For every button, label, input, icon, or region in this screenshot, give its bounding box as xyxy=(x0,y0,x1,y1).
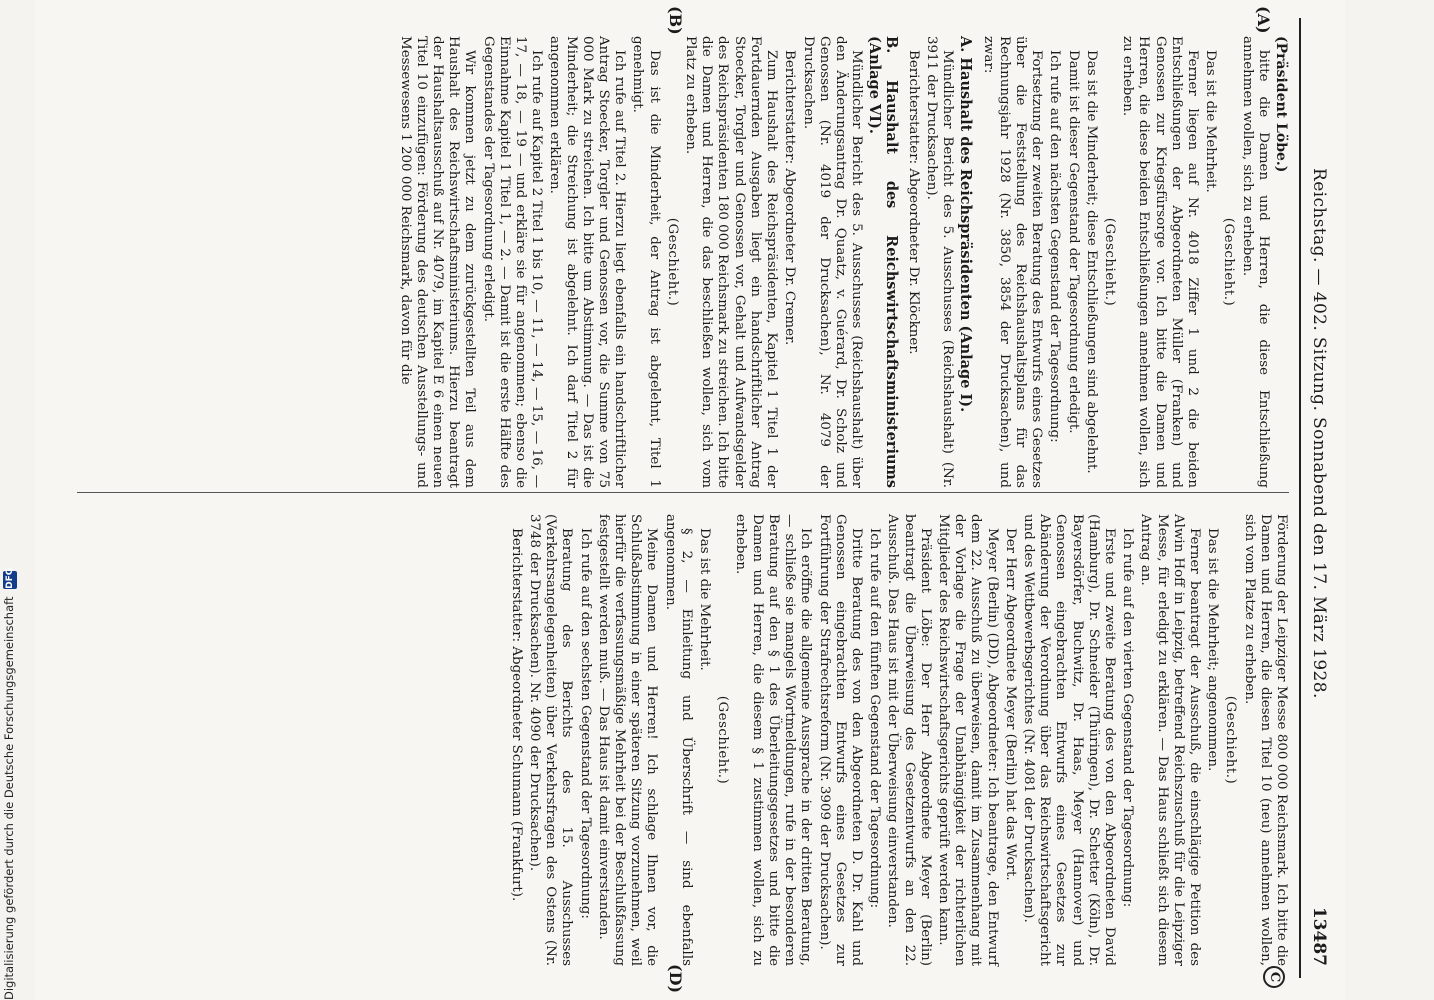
margin-mark-a: (A) xyxy=(1254,6,1273,34)
paragraph: Beratung des Berichts des 15. Ausschusses (Verkehrsangelegenheiten) über Verkehrsfragen des Ostens (Nr. 3748 der Drucksachen). Nr. 4090 der Drucksachen). xyxy=(527,514,575,966)
paragraph: (Präsident Löbe.) xyxy=(1273,36,1289,173)
stage-direction: (Geschieht.) xyxy=(1221,217,1237,307)
paragraph: Ferner beantragt der Ausschuß, die einschlägige Petition des Alwin Hoff in Leipzig, betreffend Reichszuschuß für die Leipziger Messe, für erledigt zu erklären. — Das Haus schließt sich diesem Antrag an. xyxy=(1138,514,1202,966)
paragraph: bitte die Damen und Herren, die diese Entschließung annehmen wollen, sich zu erheben. xyxy=(1239,36,1271,488)
paragraph: Ich rufe auf den sechsten Gegenstand der Tagesordnung: xyxy=(577,528,593,919)
paragraph: Mündlicher Bericht des 5. Ausschusses (Reichshaushalt) über den Änderungsantrag Dr. Quaatz, v. Guérard, Dr. Scholz und Genossen (Nr. 4019 der Drucksachen), Nr. 4079 der Drucksachen. xyxy=(800,36,865,488)
header-title: Reichstag. — 402. Sitzung. Sonnabend den 17. März 1928. xyxy=(1309,168,1329,699)
paragraph: Berichterstatter: Abgeordneter Schumann (Frankfurt). xyxy=(508,528,524,902)
section-heading: A. Haushalt des Reichspräsidenten (Anlage I). xyxy=(957,36,975,413)
paragraph: Meyer (Berlin) (DD), Abgeordneter: Ich beantrage, den Entwurf dem 22. Ausschuß zu überweisen, damit im Zusammenhang mit der Vorlage die Frage der Unabhängigkeit der richterlichen Mitglieder des Reichswirtschaftsgerichts geprüft werden kann. xyxy=(935,514,1000,966)
paragraph: Das ist die Minderheit; diese Entschließungen sind abgelehnt. xyxy=(1083,50,1099,474)
digitization-credit xyxy=(2,0,22,1000)
paragraph: Berichterstatter: Abgeordneter Dr. Cremer. xyxy=(782,50,798,346)
paragraph: Meine Damen und Herren! Ich schlage Ihnen vor, die Schlußabstimmung in einer späteren Sitzung vorzunehmen, weil hierfür die verfassungsmäßige Mehrheit bei der Beschlußfassung festgestellt werden muß. — Das Haus ist damit einverstanden. xyxy=(595,514,660,966)
paragraph: Mündlicher Bericht des 5. Ausschusses (Reichshaushalt) (Nr. 3911 der Drucksachen). xyxy=(923,36,956,488)
paragraph: Das ist die Mehrheit. xyxy=(1203,50,1219,193)
paragraph: Ich rufe auf Kapitel 2 Titel 1 bis 10, — 11, — 14, — 15, — 16, — 17, — 18, — 19 — und erkläre sie für angenommen; ebenso die Einnahme Kapitel 1 Titel 1, — 2. — Damit ist die erste Hälfte des Gegenstandes der Tagesordnung erledigt. xyxy=(480,36,545,488)
paragraph: Damit ist dieser Gegenstand der Tagesordnung erledigt. xyxy=(1065,50,1081,434)
paragraph: Dritte Beratung des von den Abgeordneten D. Dr. Kahl und Genossen eingebrachten Entwurfs eines Gesetzes zur Fortführung der Strafrechtsreform (Nr. 3909 der Drucksachen). xyxy=(816,514,864,966)
dfg-logo: DFG xyxy=(4,567,15,589)
paragraph: Ich rufe auf Titel 2. Hierzu liegt ebenfalls ein handschriftlicher Antrag Stoecker, Torgler und Genossen vor, die Summe von 75 000 Mark zu streichen. Ich bitte um Abstimmung. — Das ist die Minderheit; die Streichung ist abgelehnt. Ich darf Titel 2 für angenommen erklären. xyxy=(547,36,628,488)
stage-direction: (Geschieht.) xyxy=(664,217,680,307)
paragraph: Fortsetzung der zweiten Beratung des Entwurfs eines Gesetzes über die Feststellung des Reichshaushaltsplans für das Rechnungsjahr 1928 (Nr. 3850, 3854 der Drucksachen), und zwar: xyxy=(980,36,1045,488)
paragraph: Das ist die Minderheit, der Antrag ist abgelehnt, Titel 1 genehmigt. xyxy=(630,36,662,488)
paragraph: Zum Haushalt des Reichspräsidenten, Kapitel 1 Titel 1 der Fortdauernden Ausgaben liegt ein handschriftlicher Antrag Stoecker, Torgler und Genossen vor, Gehalt und Aufwandsgelder des Reichspräsidenten 180 000 Reichsmark zu streichen. Ich bitte die Damen und Herren, die das beschließen wollen, sich vom Platz zu erheben. xyxy=(683,36,780,488)
page-number: 13487 xyxy=(1309,906,1329,966)
paragraph: Das ist die Mehrheit; angenommen. xyxy=(1205,528,1221,772)
paragraph: Ich eröffne die allgemeine Aussprache in der dritten Beratung, — schließe sie mangels Wortmeldungen, rufe in der besonderen Beratung auf den § 1 des Überleitungsgesetzes und bitte die Damen und Herren, die diesem § 1 zustimmen wollen, sich zu erheben. xyxy=(733,514,814,966)
stage-direction: (Geschieht.) xyxy=(715,695,731,785)
paragraph: Ich rufe auf den vierten Gegenstand der Tagesordnung: xyxy=(1120,528,1136,908)
margin-mark-d: (D) xyxy=(666,964,685,994)
credit-text: Digitalisierung gefördert durch die Deutsche Forschungsgemeinschaft xyxy=(2,596,16,1000)
paragraph: Präsident Löbe: Der Herr Abgeordnete Meyer (Berlin) beantragt die Überweisung des Gesetzentwurfs an den 22. Ausschuß. Das Haus ist mit der Überweisung einverstanden. xyxy=(885,514,933,966)
right-column xyxy=(506,514,1289,966)
margin-mark-b: (B) xyxy=(666,6,685,35)
document-page xyxy=(35,0,1345,1000)
section-heading: B. Haushalt des Reichswirtschaftsministeriums (Anlage VI). xyxy=(866,36,900,488)
paragraph: Ich rufe auf den fünften Gegenstand der Tagesordnung: xyxy=(867,528,883,909)
paragraph: Ferner liegen auf Nr. 4018 Ziffer 1 und 2 die beiden Entschließungen der Abgeordneten Müller (Franken) und Genossen zur Kriegsfürsorge vor. Ich bitte die Damen und Herren, die diese beiden Entschließungen annehmen wollen, sich zu erheben. xyxy=(1120,36,1200,488)
stage-direction: (Geschieht.) xyxy=(1101,217,1117,307)
paragraph: § 2, — Einleitung und Überschrift — sind ebenfalls angenommen. xyxy=(662,514,694,966)
header-rule xyxy=(1299,18,1301,978)
left-column xyxy=(394,36,1289,488)
paragraph: Berichterstatter: Abgeordneter Dr. Klöckner. xyxy=(905,50,921,355)
stage-direction: (Geschieht.) xyxy=(1223,695,1239,785)
paragraph: Das ist die Mehrheit. xyxy=(697,528,713,671)
paragraph: Wir kommen jetzt zu dem zurückgestellten Teil aus dem Haushalt des Reichswirtschaftsministeriums. Hierzu beantragt der Haushaltsausschuß auf Nr. 4079, im Kapitel E 6 einen neuen Titel 10 einzufügen: Förderung des deutschen Ausstellungs- und Messewesens 1 200 000 Reichsmark, davon für die xyxy=(397,36,478,488)
column-divider xyxy=(77,492,1289,493)
paragraph: Förderung der Leipziger Messe 800 000 Reichsmark. Ich bitte die Damen und Herren, die diesen Titel 10 (neu) annehmen wollen, sich vom Platze zu erheben. xyxy=(1241,514,1289,966)
paragraph: Erste und zweite Beratung des von den Abgeordneten David (Hamburg), Dr. Schneider (Thüringen), Dr. Schetter (Köln), Dr. Bayersdörfer, Buchwitz, Dr. Haas, Meyer (Hannover) und Genossen eingebrachten Entwurfs eines Gesetzes zur Abänderung der Verordnung über das Reichswirtschaftsgericht und des Wettbewerbsgerichtes (Nr. 4081 der Drucksachen). xyxy=(1020,514,1117,966)
page-header xyxy=(1303,18,1337,978)
paragraph: Der Herr Abgeordnete Meyer (Berlin) hat das Wort. xyxy=(1002,528,1018,881)
margin-mark-c: C xyxy=(1263,966,1285,988)
paragraph: Ich rufe auf den nächsten Gegenstand der Tagesordnung: xyxy=(1047,50,1063,443)
